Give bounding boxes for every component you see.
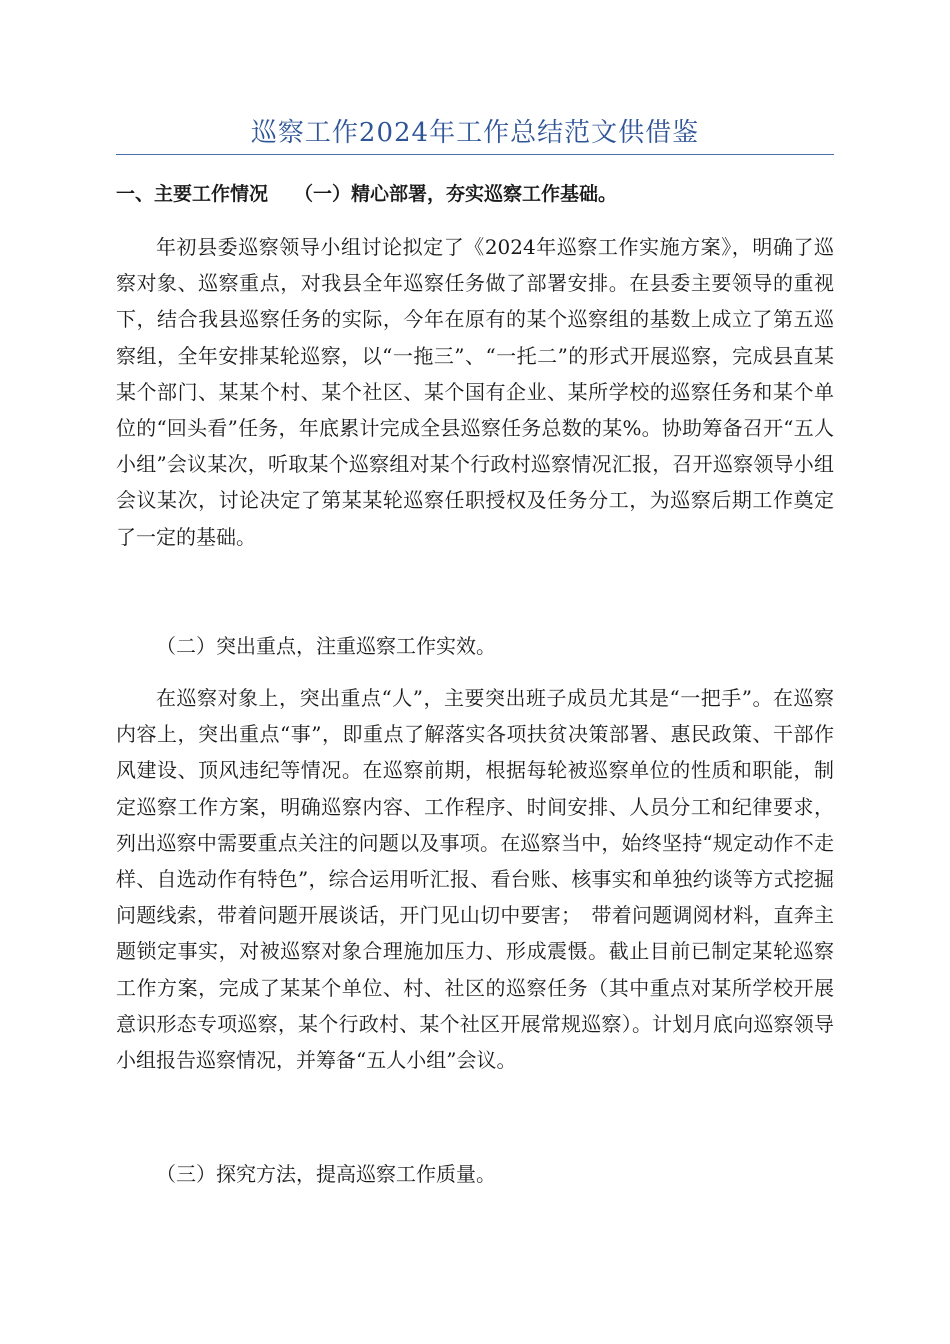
paragraph-deployment: 年初县委巡察领导小组讨论拟定了《2024年巡察工作实施方案》，明确了巡察对象、巡察重点，对我县全年巡察任务做了部署安排。在县委主要领导的重视下，结合我县巡察任务的实际，今年在原有的某个巡察组的基数上成立了第五巡察组，全年安排某轮巡察，以“一拖三”、“一托二”的形式开展巡察，完成县直某某个部门、某某个村、某个社区、某个国有企业、某所学校的巡察任务和某个单位的“回头看”任务，年底累计完成全县巡察任务总数的某%。协助筹备召开“五人小组”会议某次，听取某个巡察组对某个行政村巡察情况汇报，召开巡察领导小组会议某次，讨论决定了第某某轮巡察任职授权及任务分工，为巡察后期工作奠定了一定的基础。 <box>116 235 834 549</box>
document-title: 巡察工作2024年工作总结范文供借鉴 <box>250 118 700 148</box>
section-heading-main: 一、主要工作情况 <box>116 183 269 205</box>
section-heading <box>116 179 836 209</box>
title-underline <box>116 154 834 155</box>
paragraph-focus: 在巡察对象上，突出重点“人”，主要突出班子成员尤其是“一把手”。在巡察内容上，突出重点“事”，即重点了解落实各项扶贫决策部署、惠民政策、干部作风建设、顶风违纪等情况。在巡察前期，根据每轮被巡察单位的性质和职能，制定巡察工作方案，明确巡察内容、工作程序、时间安排、人员分工和纪律要求，列出巡察中需要重点关注的问题以及事项。在巡察当中，始终坚持“规定动作不走样、自选动作有特色”，综合运用听汇报、看台账、核事实和单独约谈等方式挖掘问题线索，带着问题开展谈话，开门见山切中要害； 带着问题调阅材料，直奔主题锁定事实，对被巡察对象合理施加压力、形成震慑。截止目前已制定某轮巡察工作方案，完成了某某个单位、村、社区的巡察任务（其中重点对某所学校开展意识形态专项巡察，某个行政村、某个社区开展常规巡察）。计划月底向巡察领导小组报告巡察情况，并筹备“五人小组”会议。 <box>116 686 834 1073</box>
section-heading-sub: （一）精心部署，夯实巡察工作基础。 <box>294 183 618 205</box>
subheading-focus: （二）突出重点，注重巡察工作实效。 <box>156 634 496 658</box>
subheading-method: （三）探究方法，提高巡察工作质量。 <box>156 1162 496 1186</box>
